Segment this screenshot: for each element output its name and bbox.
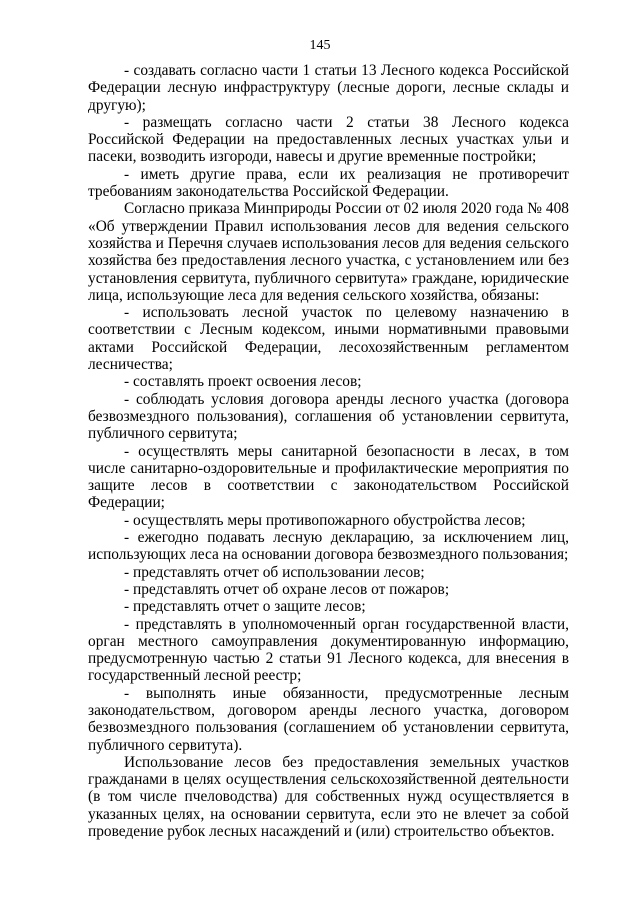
paragraph: - создавать согласно части 1 статьи 13 Лесного кодекса Российской Федерации лесную инфраструктуру (лесные дороги, лесные склады и другую); xyxy=(88,62,569,114)
paragraph: - представлять отчет об использовании лесов; xyxy=(124,563,425,581)
paragraph: - осуществлять меры санитарной безопасности в лесах, в том числе санитарно-оздоровительные и профилактические мероприятия по защите лесов в соответствии с законодательством Российской Федерации; xyxy=(88,442,569,512)
paragraph: - выполнять иные обязанности, предусмотренные лесным законодательством, договором аренды лесного участка, договором безвозмездного пользования (соглашением об установлении сервитута, публичного сервитута). xyxy=(88,684,569,754)
paragraph: - представлять отчет о защите лесов; xyxy=(124,598,366,616)
paragraph: - осуществлять меры противопожарного обустройства лесов; xyxy=(124,511,526,529)
paragraph: Согласно приказа Минприроды России от 02 июля 2020 года № 408 «Об утверждении Правил использования лесов для ведения сельского хозяйства и Перечня случаев использования лесов для ведения сельского хозяйства без предоставления лесного участка, с установлением или без установления сервитута, публичного сервитута» граждане, юридические лица, использующие леса для ведения сельского хозяйства, обязаны: xyxy=(88,200,569,304)
paragraph: - ежегодно подавать лесную декларацию, за исключением лиц, использующих леса на основании договора безвозмездного пользования; xyxy=(88,529,569,564)
page-number: 145 xyxy=(309,38,331,53)
paragraph: - представлять отчет об охране лесов от пожаров; xyxy=(124,580,450,598)
paragraph: - соблюдать условия договора аренды лесного участка (договора безвозмездного пользования), соглашения об установлении сервитута, публичного сервитута; xyxy=(88,390,569,443)
paragraph: - размещать согласно части 2 статьи 38 Лесного кодекса Российской Федерации на предоставленных лесных участках ульи и пасеки, возводить изгороди, навесы и другие временные постройки; xyxy=(88,113,569,166)
paragraph: Использование лесов без предоставления земельных участков гражданами в целях осуществления сельскохозяйственной деятельности (в том числе пчеловодства) для собственных нужд осуществляется в указанных целях, на основании сервитута, если это не влечет за собой проведение рубок лесных насаждений и (или) строительство объектов. xyxy=(88,753,569,841)
paragraph: - представлять в уполномоченный орган государственной власти, орган местного самоуправления документированную информацию, предусмотренную частью 2 статьи 91 Лесного кодекса, для внесения в государственный лесной реестр; xyxy=(88,615,569,685)
document-body xyxy=(88,62,569,840)
paragraph: - использовать лесной участок по целевому назначению в соответствии с Лесным кодексом, иными нормативными правовыми актами Российской Федерации, лесохозяйственным регламентом лесничества; xyxy=(88,304,569,374)
paragraph: - иметь другие права, если их реализация не противоречит требованиям законодательства Российской Федерации. xyxy=(88,165,569,201)
paragraph: - составлять проект освоения лесов; xyxy=(124,373,362,391)
